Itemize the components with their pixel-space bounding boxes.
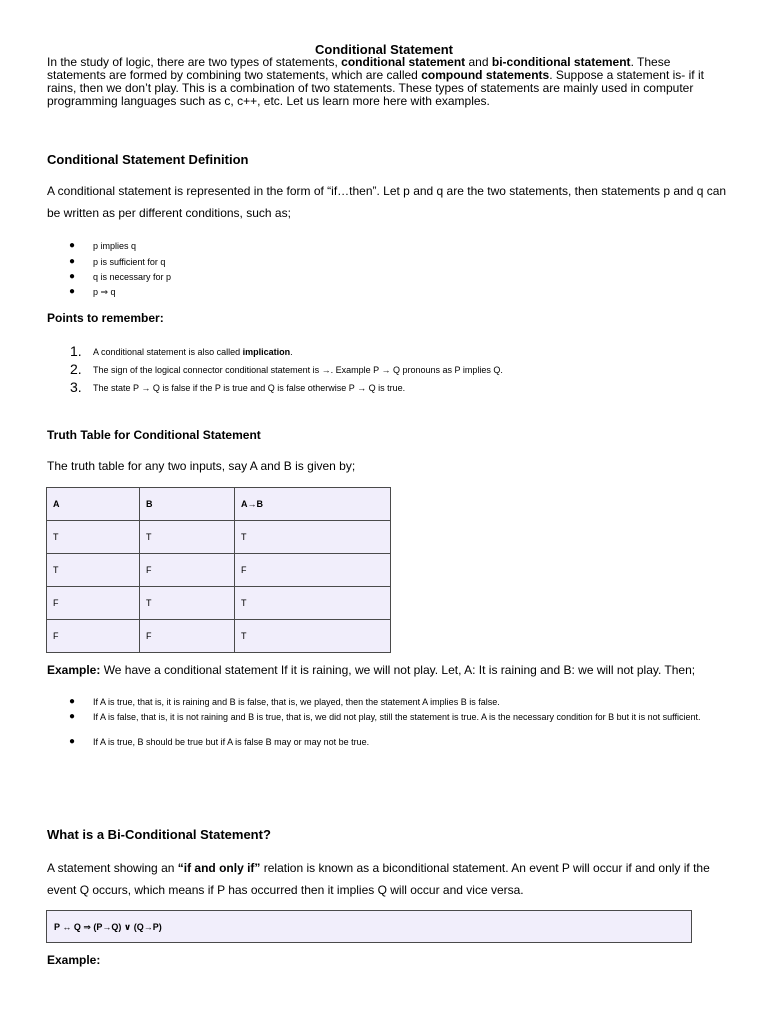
biconditional-paragraph: A statement showing an “if and only if” relation is known as a biconditional statement. An event P will occur if and only if the event Q occurs, which means if P has occurred then it implies Q will occur and vice versa. [47,861,710,897]
list-item: ● p implies q [69,240,137,251]
points-label: Points to remember: [47,311,164,325]
list-item: ● p ⇒ q [69,286,116,297]
intro-paragraph: In the study of logic, there are two types of statements, conditional statement and bi-conditional statement. These statements are formed by combining two statements, which are called compound statements. Suppose a statement is- if it rains, then we don’t play. This is a combination of two statements. These types of statements are mainly used in computer programming languages such as c, c++, etc. Let us learn more here with examples. [47,55,704,108]
term-conditional: conditional statement [341,55,466,69]
table-cell: T [235,587,391,620]
biconditional-example-label: Example: [47,953,101,967]
biconditional-formula: P ↔ Q ⇒ (P→Q) ∨ (Q→P) [54,922,162,932]
table-cell: T [140,587,235,620]
list-item: ● If A is true, that is, it is raining and B is false, that is, we played, then the statement A implies B is false. [69,696,500,707]
table-row [47,587,391,620]
table-cell: F [140,620,235,653]
list-item: ● p is sufficient for q [69,256,166,267]
example-label: Example: [47,663,101,677]
term-compound: compound statements [421,68,550,82]
formula-box [46,910,692,943]
bullet-icon: ● [69,256,76,267]
column-header: B [140,488,235,521]
list-item: ● If A is true, B should be true but if A is false B may or may not be true. [69,736,370,747]
bullet-icon: ● [69,736,76,747]
page-title: Conditional Statement [315,42,453,57]
table-row [47,554,391,587]
bullet-icon: ● [69,271,76,282]
table-cell: F [47,620,140,653]
bullet-icon: ● [69,286,76,297]
definition-heading: Conditional Statement Definition [47,152,249,167]
table-cell: T [235,521,391,554]
table-cell: T [235,620,391,653]
table-row [47,521,391,554]
list-item: 1. A conditional statement is also called implication. [70,343,293,359]
truth-table [46,487,391,653]
bullet-icon: ● [69,711,76,722]
table-cell: T [47,554,140,587]
table-cell: F [47,587,140,620]
list-item: ● q is necessary for p [69,271,172,282]
table-cell: F [235,554,391,587]
column-header: A→B [235,488,391,521]
table-header-row [47,488,391,521]
list-item: 3. The state P → Q is false if the P is true and Q is false otherwise P → Q is true. [70,379,406,395]
term-if-and-only-if: “if and only if” [177,861,261,875]
column-header: A [47,488,140,521]
definition-paragraph: A conditional statement is represented in the form of “if…then”. Let p and q are the two statements, then statements p and q can be written as per different conditions, such as; [47,184,727,220]
bullet-icon: ● [69,696,76,707]
term-biconditional: bi-conditional statement [491,55,631,69]
example-paragraph: Example: We have a conditional statement If it is raining, we will not play. Let, A: It is raining and B: we will not play. Then; [47,663,696,677]
table-cell: F [140,554,235,587]
truth-table-heading: Truth Table for Conditional Statement [47,428,261,442]
list-item: ● If A is false, that is, it is not raining and B is true, that is, we did not play, still the statement is true. A is the necessary condition for B but it is not sufficient. [69,711,701,722]
biconditional-heading: What is a Bi-Conditional Statement? [47,827,271,842]
table-cell: T [47,521,140,554]
table-row [47,620,391,653]
list-item: 2. The sign of the logical connector conditional statement is →. Example P → Q pronouns as P implies Q. [70,361,503,377]
truth-table-intro: The truth table for any two inputs, say A and B is given by; [47,459,356,473]
table-cell: T [140,521,235,554]
bullet-icon: ● [69,240,76,251]
